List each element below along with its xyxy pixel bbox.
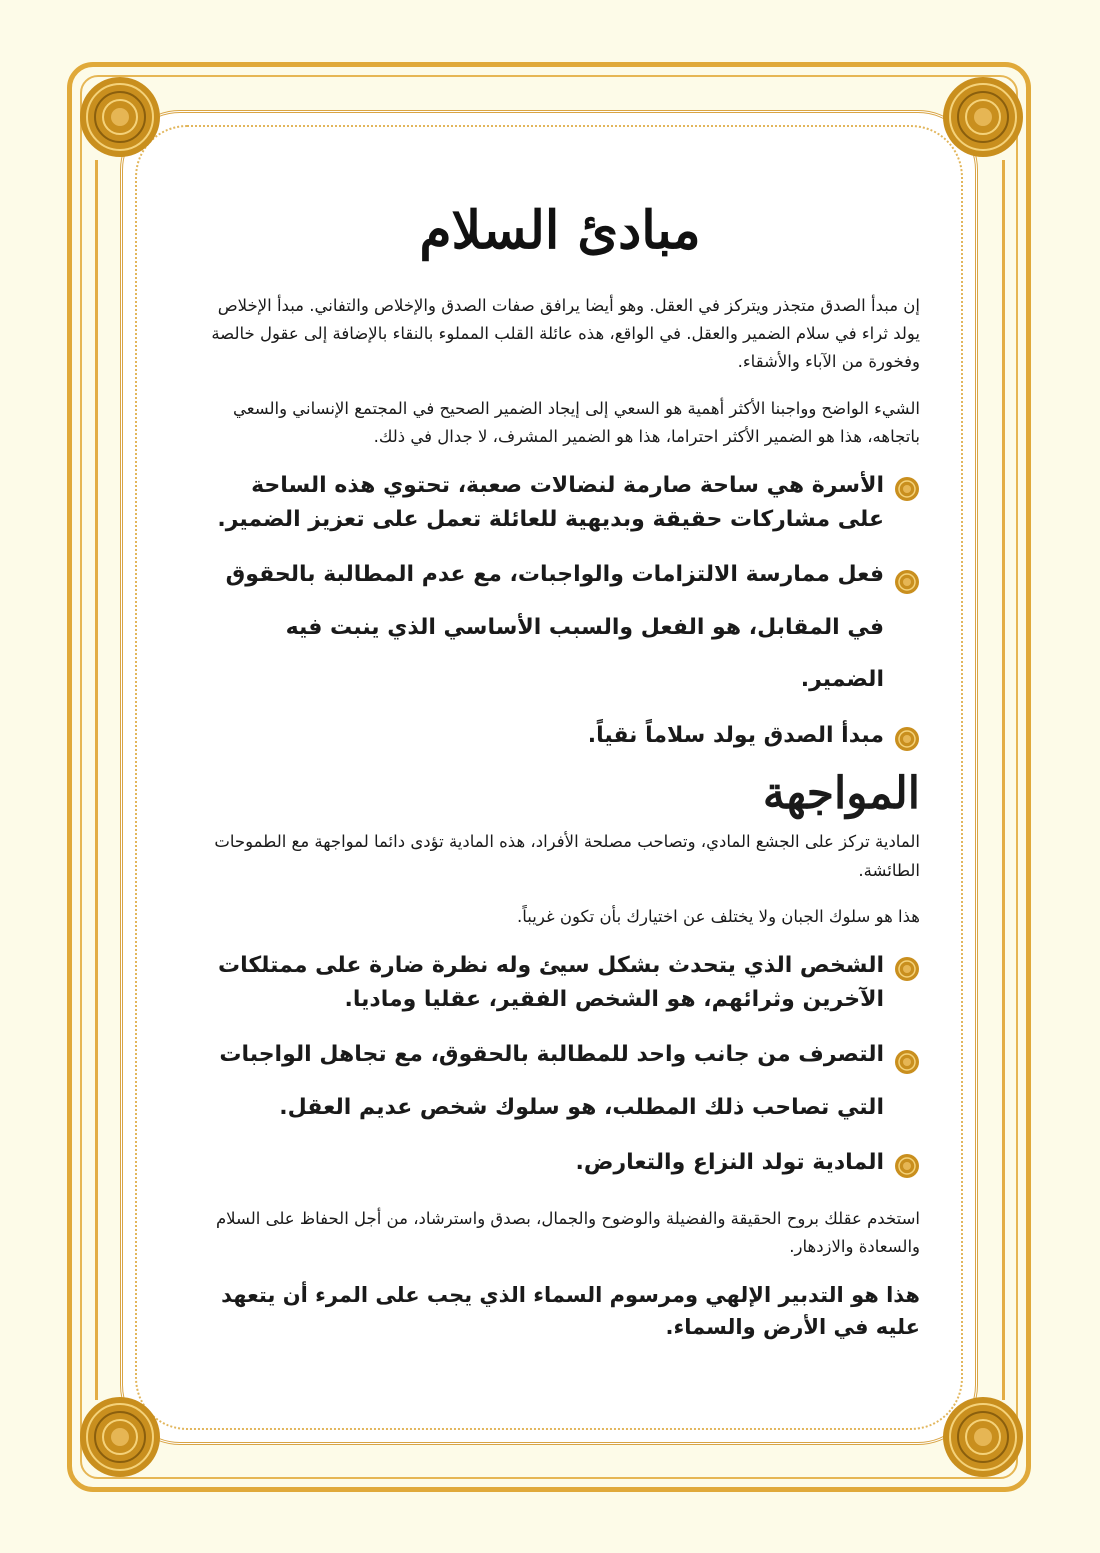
- list-item-text: الأسرة هي ساحة صارمة لنضالات صعبة، تحتوي هذه الساحة على مشاركات حقيقة وبديهية للعائلة تعمل على تعزيز الضمير.: [217, 472, 884, 532]
- list-item: [200, 549, 920, 707]
- intro-paragraph: إن مبدأ الصدق متجذر ويتركز في العقل. وهو أيضا يرافق صفات الصدق والإخلاص والتفاني. مبدأ الإخلاص يولد ثراء في سلام الضمير والعقل. في الواقع، هذه عائلة القلب المملوء بالنقاء بالإضافة إلى عقول خالصة وفخورة من الآباء والأشقاء.: [211, 296, 920, 372]
- section-paragraph: هذا هو سلوك الجبان ولا يختلف عن اختيارك بأن تكون غريباً.: [517, 906, 920, 926]
- rail-right: [95, 160, 98, 1400]
- confrontation-list: [200, 949, 920, 1181]
- page-title: مبادئ السلام: [419, 200, 701, 261]
- list-item: [200, 1029, 920, 1135]
- list-item-text: مبدأ الصدق يولد سلاماً نقياً.: [587, 723, 884, 749]
- list-item: [200, 949, 920, 1017]
- intro-paragraph: الشيء الواضح وواجبنا الأكثر أهمية هو السعي إلى إيجاد الضمير الصحيح في المجتمع الإنساني والسعي باتجاهه، هذا هو الضمير الأكثر احتراما، هذا هو الضمير المشرف، لا جدال في ذلك.: [233, 398, 920, 446]
- gold-coin-bullet-icon: [894, 569, 920, 595]
- gold-coin-bullet-icon: [894, 1153, 920, 1179]
- gold-coin-bullet-icon: [894, 476, 920, 502]
- gold-coin-bullet-icon: [894, 956, 920, 982]
- list-item: [200, 719, 920, 753]
- section-heading: المواجهة: [762, 768, 920, 820]
- list-item-text: الشخص الذي يتحدث بشكل سيئ وله نظرة ضارة على ممتلكات الآخرين وثرائهم، هو الشخص الفقير، عقليا وماديا.: [217, 952, 884, 1012]
- list-item-text: المادية تولد النزاع والتعارض.: [575, 1150, 884, 1176]
- gold-disc-icon: [938, 1392, 1028, 1482]
- closing-paragraph: استخدم عقلك بروح الحقيقة والفضيلة والوضوح والجمال، بصدق واسترشاد، من أجل الحفاظ على السلام والسعادة والازدهار.: [215, 1208, 920, 1256]
- list-item-text: فعل ممارسة الالتزامات والواجبات، مع عدم المطالبة بالحقوق في المقابل، هو الفعل والسبب الأساسي الذي ينبت فيه الضمير.: [225, 561, 884, 693]
- gold-coin-bullet-icon: [894, 1049, 920, 1075]
- rail-left: [1002, 160, 1005, 1400]
- document-body: [200, 200, 920, 1344]
- list-item: [200, 469, 920, 537]
- closing-statement: هذا هو التدبير الإلهي ومرسوم السماء الذي يجب على المرء أن يتعهد عليه في الأرض والسماء.: [221, 1282, 920, 1340]
- gold-disc-icon: [75, 72, 165, 162]
- gold-coin-bullet-icon: [894, 726, 920, 752]
- principles-list: [200, 469, 920, 754]
- list-item-text: التصرف من جانب واحد للمطالبة بالحقوق، مع تجاهل الواجبات التي تصاحب ذلك المطلب، هو سلوك شخص عديم العقل.: [219, 1041, 884, 1120]
- list-item: [200, 1146, 920, 1180]
- gold-disc-icon: [938, 72, 1028, 162]
- section-paragraph: المادية تركز على الجشع المادي، وتصاحب مصلحة الأفراد، هذه المادية تؤدى دائما لمواجهة مع الطموحات الطائشة.: [214, 832, 920, 880]
- gold-disc-icon: [75, 1392, 165, 1482]
